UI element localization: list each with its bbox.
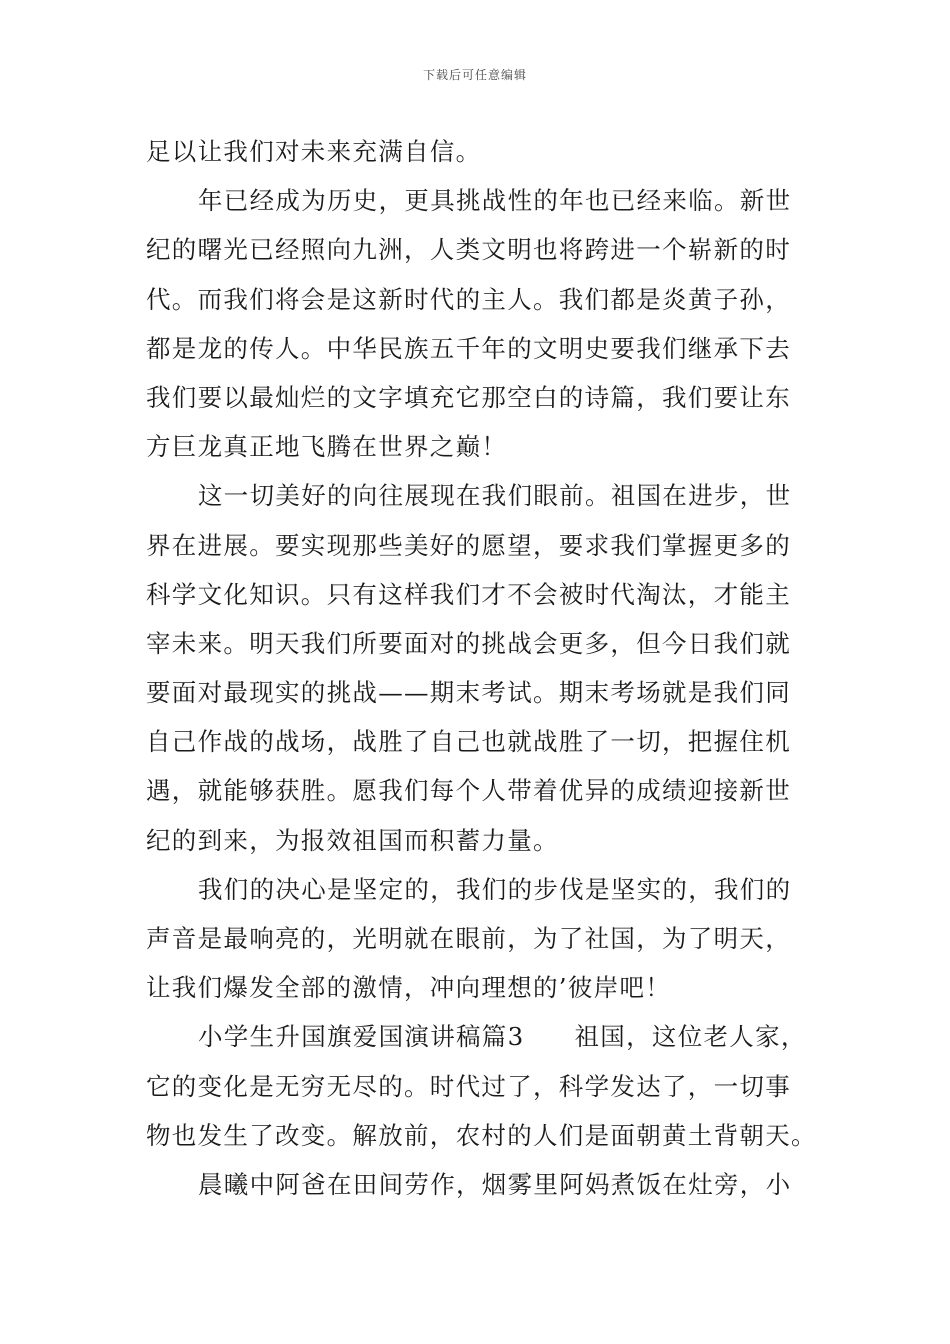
text-line: 遇，就能够获胜。愿我们每个人带着优异的成绩迎接新世: [146, 776, 791, 806]
text-line: 界在进展。要实现那些美好的愿望，要求我们掌握更多的: [146, 530, 791, 560]
section-heading: 小学生升国旗爱国演讲稿篇3: [198, 1022, 525, 1052]
paragraph-first-line: 这一切美好的向往展现在我们眼前。祖国在进步，世: [198, 481, 792, 511]
text-line: 纪的曙光已经照向九洲，人类文明也将跨进一个崭新的时: [146, 235, 791, 265]
text-line: 宰未来。明天我们所要面对的挑战会更多，但今日我们就: [146, 628, 791, 658]
section-opening-text: 祖国，这位老人家，: [574, 1022, 807, 1052]
section-heading-line: [146, 1012, 810, 1061]
text-line: 自己作战的战场，战胜了自己也就战胜了一切，把握住机: [146, 727, 791, 757]
paragraph-first-line: 我们的决心是坚定的，我们的步伐是坚实的，我们的: [198, 874, 792, 904]
text-line: 物也发生了改变。解放前，农村的人们是面朝黄土背朝天。: [146, 1120, 817, 1150]
text-line: 我们要以最灿烂的文字填充它那空白的诗篇，我们要让东: [146, 382, 791, 412]
page-header-note: 下载后可任意编辑: [422, 68, 527, 82]
text-line: 要面对最现实的挑战——期末考试。期末考场就是我们同: [146, 678, 791, 708]
text-line: 足以让我们对未来充满自信。: [146, 137, 482, 166]
text-line: 都是龙的传人。中华民族五千年的文明史要我们继承下去: [146, 333, 791, 363]
text-line: 让我们爆发全部的激情，冲向理想的’彼岸吧！: [146, 973, 672, 1003]
text-line: 纪的到来，为报效祖国而积蓄力量。: [146, 825, 559, 855]
text-line: 代。而我们将会是这新时代的主人。我们都是炎黄子孙，: [146, 284, 791, 314]
text-line: 声音是最响亮的，光明就在眼前，为了社国，为了明天，: [146, 924, 791, 953]
document-body: [146, 127, 817, 1209]
paragraph-first-line: 年已经成为历史，更具挑战性的年也已经来临。新世: [198, 186, 792, 216]
text-line: 科学文化知识。只有这样我们才不会被时代淘汰，才能主: [146, 579, 791, 609]
text-line: 它的变化是无穷无尽的。时代过了，科学发达了，一切事: [146, 1071, 791, 1101]
text-line: 方巨龙真正地飞腾在世界之巅！: [146, 432, 508, 462]
paragraph-first-line: 晨曦中阿爸在田间劳作，烟雾里阿妈煮饭在灶旁，小: [198, 1169, 792, 1199]
